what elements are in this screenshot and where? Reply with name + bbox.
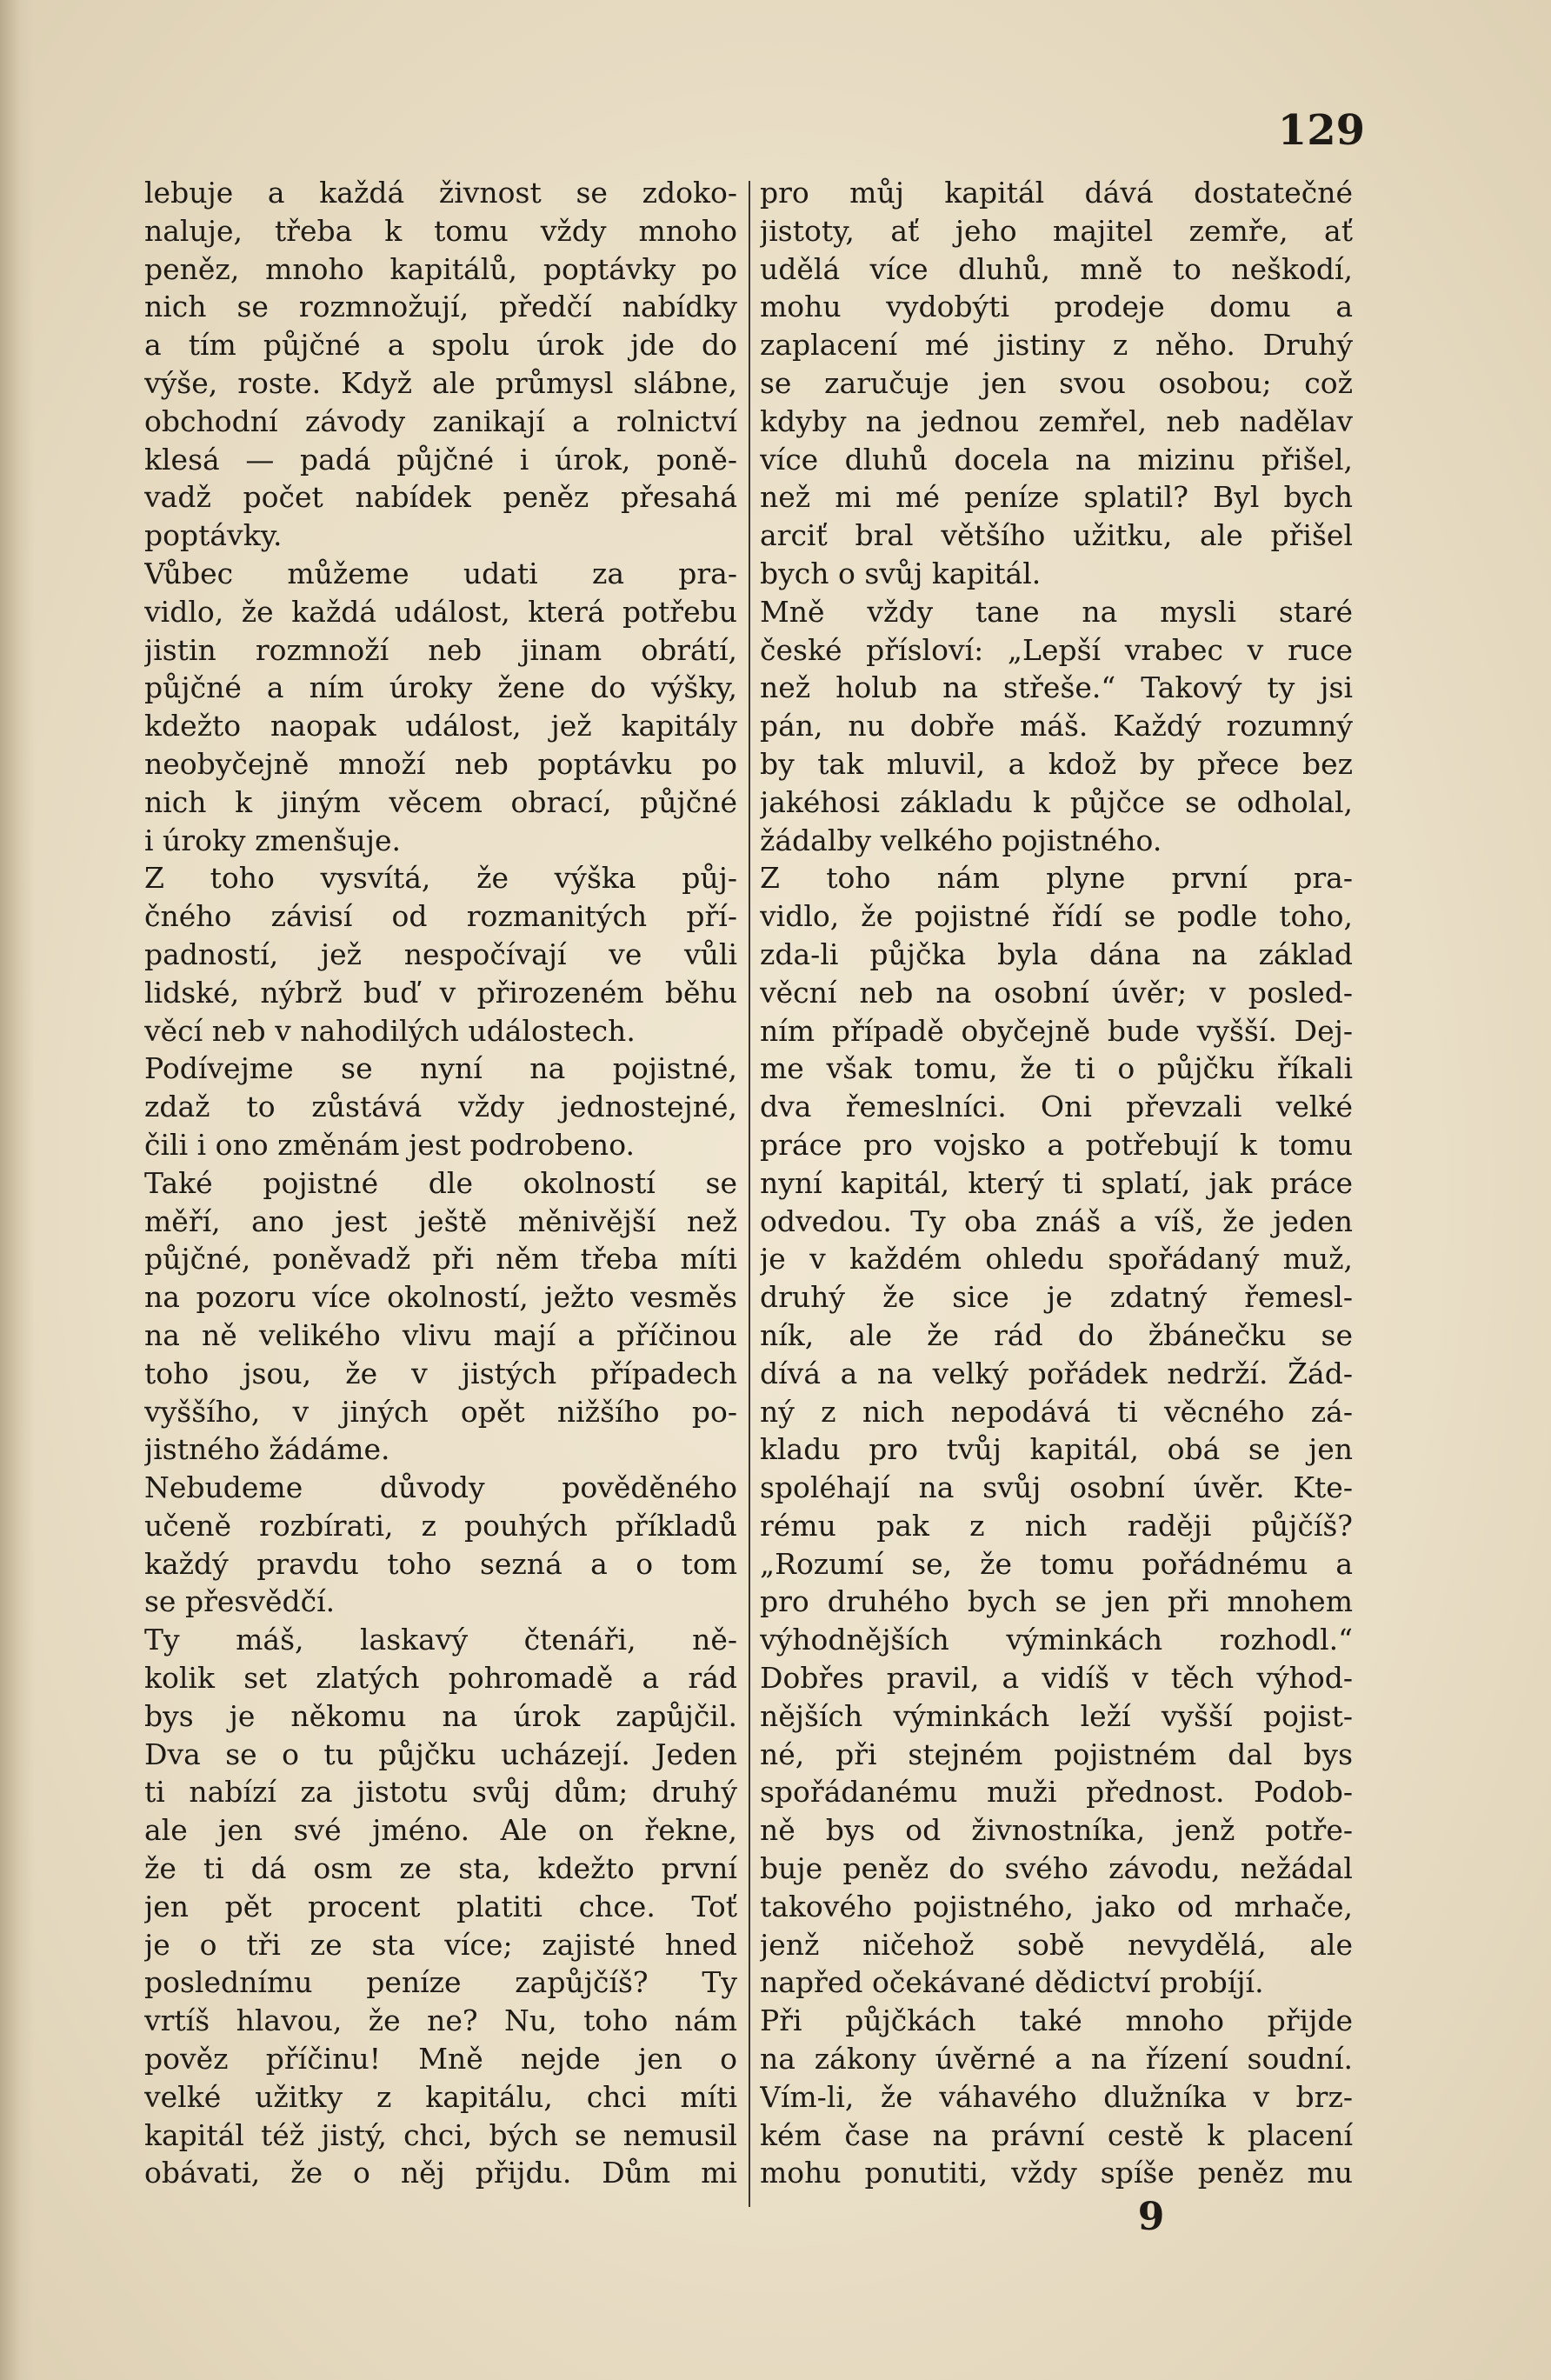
- text-line: peněz, mnoho kapitálů, poptávky po: [144, 251, 737, 286]
- text-line: kolik set zlatých pohromadě a rád: [144, 1661, 737, 1696]
- text-line: vidlo, že pojistné řídí se podle toho,: [760, 899, 1353, 934]
- text-line: ním případě obyčejně bude vyšší. Dej-: [760, 1013, 1353, 1048]
- text-line: práce pro vojsko a potřebují k tomu: [760, 1127, 1353, 1162]
- text-line: pověz příčinu! Mně nejde jen o: [144, 2042, 737, 2077]
- text-line: vadž počet nabídek peněz přesahá: [144, 480, 737, 515]
- text-line: spořádanému muži přednost. Podob-: [760, 1775, 1353, 1810]
- text-line: padností, jež nespočívají ve vůli: [144, 937, 737, 971]
- text-line: učeně rozbírati, z pouhých příkladů: [144, 1508, 737, 1543]
- text-line: Dva se o tu půjčku ucházejí. Jeden: [144, 1737, 737, 1771]
- text-line: dva řemeslníci. Oni převzali velké: [760, 1090, 1353, 1124]
- text-line: napřed očekávané dědictví probíjí.: [760, 1965, 1264, 2000]
- text-line: buje peněz do svého závodu, nežádal: [760, 1851, 1353, 1886]
- text-line: pro druhého bych se jen při mnohem: [760, 1584, 1353, 1619]
- signature-mark: 9: [1137, 2195, 1165, 2239]
- text-line: ník, ale že rád do žbánečku se: [760, 1317, 1353, 1352]
- text-line: arciť bral většího užitku, ale přišel: [760, 518, 1353, 553]
- text-line: více dluhů docela na mizinu přišel,: [760, 442, 1353, 477]
- text-line: výše, roste. Když ale průmysl slábne,: [144, 365, 737, 400]
- text-line: jistného žádáme.: [144, 1432, 390, 1467]
- text-line: Také pojistné dle okolností se: [144, 1165, 737, 1200]
- text-line: Mně vždy tane na mysli staré: [760, 594, 1353, 629]
- text-line: Ty máš, laskavý čtenáři, ně-: [144, 1623, 737, 1657]
- text-line: mohu ponutiti, vždy spíše peněz mu: [760, 2156, 1353, 2190]
- text-line: obávati, že o něj přijdu. Dům mi: [144, 2156, 737, 2190]
- text-line: lidské, nýbrž buď v přirozeném běhu: [144, 975, 737, 1010]
- text-line: kém čase na právní cestě k placení: [760, 2117, 1353, 2152]
- text-line: by tak mluvil, a kdož by přece bez: [760, 746, 1353, 781]
- text-line: ale jen své jméno. Ale on řekne,: [144, 1813, 737, 1848]
- text-line: věcí neb v nahodilých událostech.: [144, 1013, 636, 1048]
- text-line: poptávky.: [144, 518, 283, 553]
- text-line: že ti dá osm ze sta, kdežto první: [144, 1851, 737, 1886]
- text-line: než holub na střeše.“ Takový ty jsi: [760, 670, 1353, 705]
- left-column: [144, 174, 737, 2192]
- text-line: me však tomu, že ti o půjčku říkali: [760, 1051, 1353, 1086]
- text-line: kdežto naopak událost, jež kapitály: [144, 709, 737, 743]
- text-line: vidlo, že každá událost, která potřebu: [144, 594, 737, 629]
- text-line: spoléhají na svůj osobní úvěr. Kte-: [760, 1470, 1353, 1505]
- text-line: se zaručuje jen svou osobou; což: [760, 365, 1353, 400]
- text-line: naluje, třeba k tomu vždy mnoho: [144, 213, 737, 248]
- text-line: nyní kapitál, který ti splatí, jak práce: [760, 1165, 1353, 1200]
- text-line: měří, ano jest ještě měnivější než: [144, 1203, 737, 1238]
- text-line: velké užitky z kapitálu, chci míti: [144, 2079, 737, 2114]
- text-line: než mi mé peníze splatil? Byl bych: [760, 480, 1353, 515]
- text-line: se přesvědčí.: [144, 1584, 336, 1619]
- text-line: nich k jiným věcem obrací, půjčné: [144, 784, 737, 819]
- text-line: Podívejme se nyní na pojistné,: [144, 1051, 737, 1086]
- text-line: pán, nu dobře máš. Každý rozumný: [760, 709, 1353, 743]
- text-line: Při půjčkách také mnoho přijde: [760, 2003, 1353, 2038]
- text-line: Z toho nám plyne první pra-: [760, 861, 1353, 896]
- text-line: Nebudeme důvody pověděného: [144, 1470, 737, 1505]
- text-line: kapitál též jistý, chci, bých se nemusil: [144, 2117, 737, 2152]
- text-line: je v každém ohledu spořádaný muž,: [760, 1242, 1353, 1277]
- text-line: zdaž to zůstává vždy jednostejné,: [144, 1090, 737, 1124]
- text-line: půjčné a ním úroky žene do výšky,: [144, 670, 737, 705]
- right-column: [760, 174, 1353, 2192]
- text-line: věcní neb na osobní úvěr; v posled-: [760, 975, 1353, 1010]
- text-line: né, při stejném pojistném dal bys: [760, 1737, 1353, 1771]
- text-line: klesá — padá půjčné i úrok, poně-: [144, 442, 737, 477]
- text-line: české přísloví: „Lepší vrabec v ruce: [760, 632, 1353, 667]
- text-line: zda-li půjčka byla dána na základ: [760, 937, 1353, 971]
- text-line: Vůbec můžeme udati za pra-: [144, 556, 737, 590]
- text-line: vyššího, v jiných opět nižšího po-: [144, 1394, 737, 1429]
- text-line: toho jsou, že v jistých případech: [144, 1356, 737, 1390]
- text-line: na pozoru více okolností, ježto vesměs: [144, 1280, 737, 1315]
- text-line: bys je někomu na úrok zapůjčil.: [144, 1698, 737, 1733]
- text-line: dívá a na velký pořádek nedrží. Žád-: [760, 1356, 1353, 1390]
- text-line: kdyby na jednou zemřel, neb nadělav: [760, 403, 1353, 438]
- text-line: jistin rozmnoží neb jinam obrátí,: [144, 632, 737, 667]
- text-line: obchodní závody zanikají a rolnictví: [144, 403, 737, 438]
- text-line: „Rozumí se, že tomu pořádnému a: [760, 1546, 1353, 1581]
- text-line: i úroky zmenšuje.: [144, 823, 401, 857]
- text-line: nich se rozmnožují, předčí nabídky: [144, 290, 737, 324]
- text-line: zaplacení mé jistiny z něho. Druhý: [760, 328, 1353, 363]
- text-line: je o tři ze sta více; zajisté hned: [144, 1927, 737, 1962]
- binding-shadow: [0, 0, 35, 2380]
- text-line: a tím půjčné a spolu úrok jde do: [144, 328, 737, 363]
- text-line: takového pojistného, jako od mrhače,: [760, 1889, 1353, 1923]
- text-line: lebuje a každá živnost se zdoko-: [144, 176, 737, 210]
- text-line: ný z nich nepodává ti věcného zá-: [760, 1394, 1353, 1429]
- text-line: bych o svůj kapitál.: [760, 556, 1042, 590]
- text-line: jakéhosi základu k půjčce se odholal,: [760, 784, 1353, 819]
- text-line: Z toho vysvítá, že výška půj-: [144, 861, 737, 896]
- text-line: jistoty, ať jeho majitel zemře, ať: [760, 213, 1353, 248]
- text-line: poslednímu peníze zapůjčíš? Ty: [144, 1965, 737, 2000]
- text-line: každý pravdu toho sezná a o tom: [144, 1546, 737, 1581]
- text-line: výhodnějších výminkách rozhodl.“: [760, 1623, 1353, 1657]
- text-line: Vím-li, že váhavého dlužníka v brz-: [760, 2079, 1353, 2114]
- text-line: jen pět procent platiti chce. Toť: [144, 1889, 737, 1923]
- text-line: ti nabízí za jistotu svůj dům; druhý: [144, 1775, 737, 1810]
- text-line: neobyčejně množí neb poptávku po: [144, 746, 737, 781]
- text-line: na ně velikého vlivu mají a příčinou: [144, 1317, 737, 1352]
- text-line: žádalby velkého pojistného.: [760, 823, 1162, 857]
- text-line: kladu pro tvůj kapitál, obá se jen: [760, 1432, 1353, 1467]
- page-number: 129: [1277, 106, 1365, 155]
- text-line: rému pak z nich raději půjčíš?: [760, 1508, 1353, 1543]
- text-line: půjčné, poněvadž při něm třeba míti: [144, 1242, 737, 1277]
- text-line: čili i ono změnám jest podrobeno.: [144, 1127, 635, 1162]
- text-line: odvedou. Ty oba znáš a víš, že jeden: [760, 1203, 1353, 1238]
- column-divider: [749, 181, 750, 2207]
- text-line: pro můj kapitál dává dostatečné: [760, 176, 1353, 210]
- text-line: jenž ničehož sobě nevydělá, ale: [760, 1927, 1353, 1962]
- text-line: nějších výminkách leží vyšší pojist-: [760, 1698, 1353, 1733]
- text-line: ně bys od živnostníka, jenž potře-: [760, 1813, 1353, 1848]
- text-line: na zákony úvěrné a na řízení soudní.: [760, 2042, 1353, 2077]
- text-line: udělá více dluhů, mně to neškodí,: [760, 251, 1353, 286]
- text-line: Dobřes pravil, a vidíš v těch výhod-: [760, 1661, 1353, 1696]
- text-line: druhý že sice je zdatný řemesl-: [760, 1280, 1353, 1315]
- text-line: vrtíš hlavou, že ne? Nu, toho nám: [144, 2003, 737, 2038]
- text-line: mohu vydobýti prodeje domu a: [760, 290, 1353, 324]
- text-line: čného závisí od rozmanitých pří-: [144, 899, 737, 934]
